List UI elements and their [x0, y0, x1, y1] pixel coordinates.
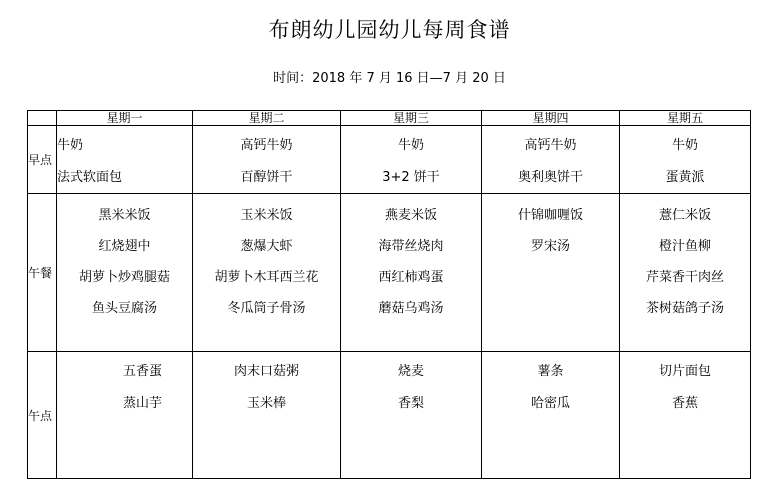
menu-item: 冬瓜筒子骨汤 [227, 301, 306, 316]
meal-row-breakfast [28, 126, 751, 194]
menu-item: 薯条 [537, 364, 564, 379]
day-header-thu: 星期四 [482, 111, 620, 126]
menu-item: 橙汁鱼柳 [658, 239, 711, 254]
menu-cell [482, 352, 620, 479]
menu-item: 哈密瓜 [530, 396, 570, 411]
weekly-menu-table [27, 110, 751, 479]
menu-item: 茶树菇鸽子汤 [645, 301, 724, 316]
menu-item: 芹菜香干肉丝 [645, 270, 724, 285]
menu-item: 牛奶 [57, 138, 84, 153]
menu-cell [620, 194, 751, 352]
menu-cell [193, 194, 341, 352]
menu-item: 五香蛋 [123, 364, 163, 379]
menu-cell [341, 352, 482, 479]
menu-item: 牛奶 [671, 138, 698, 153]
header-row [28, 111, 751, 126]
menu-item: 鱼头豆腐汤 [91, 301, 157, 316]
menu-item: 牛奶 [397, 138, 424, 153]
meal-label-lunch: 午餐 [28, 194, 57, 352]
meal-label-breakfast: 早点 [28, 126, 57, 194]
menu-item: 海带丝烧肉 [378, 239, 444, 254]
menu-item: 蛋黄派 [665, 170, 705, 185]
menu-item: 罗宋汤 [530, 239, 570, 254]
menu-cell [193, 352, 341, 479]
menu-cell [620, 352, 751, 479]
day-header-mon: 星期一 [57, 111, 193, 126]
menu-item: 烧麦 [397, 364, 424, 379]
menu-item: 西红柿鸡蛋 [378, 270, 444, 285]
menu-item: 蒸山芋 [123, 396, 163, 411]
menu-item: 燕麦米饭 [384, 208, 437, 223]
menu-item: 胡萝卜木耳西兰花 [214, 270, 319, 285]
menu-item: 切片面包 [658, 364, 711, 379]
menu-item: 葱爆大虾 [240, 239, 293, 254]
menu-item: 百醇饼干 [240, 170, 293, 185]
menu-item: 法式软面包 [57, 170, 123, 185]
menu-cell [482, 194, 620, 352]
menu-item: 什锦咖喱饭 [517, 208, 583, 223]
menu-item: 香蕉 [671, 396, 698, 411]
menu-item: 胡萝卜炒鸡腿菇 [78, 270, 170, 285]
menu-item: 蘑菇乌鸡汤 [378, 301, 444, 316]
menu-cell [482, 126, 620, 194]
corner-cell [28, 111, 57, 126]
menu-item: 肉末口菇粥 [233, 364, 299, 379]
menu-item: 玉米米饭 [240, 208, 293, 223]
menu-cell [57, 194, 193, 352]
menu-item: 3+2 饼干 [382, 170, 440, 185]
menu-item: 奥利奥饼干 [517, 170, 583, 185]
meal-row-lunch [28, 194, 751, 352]
menu-cell [620, 126, 751, 194]
menu-cell [57, 352, 193, 479]
meal-label-snack: 午点 [28, 352, 57, 479]
date-range: 时间：2018 年 7 月 16 日—7 月 20 日 [273, 71, 506, 86]
menu-cell [341, 194, 482, 352]
day-header-tue: 星期二 [193, 111, 341, 126]
menu-item: 黑米米饭 [98, 208, 151, 223]
menu-cell [57, 126, 193, 194]
menu-item: 高钙牛奶 [240, 138, 293, 153]
menu-cell [341, 126, 482, 194]
menu-item: 薏仁米饭 [658, 208, 711, 223]
day-header-wed: 星期三 [341, 111, 482, 126]
day-header-fri: 星期五 [620, 111, 751, 126]
menu-item: 高钙牛奶 [524, 138, 577, 153]
menu-cell [193, 126, 341, 194]
menu-item: 香梨 [397, 396, 424, 411]
meal-row-snack [28, 352, 751, 479]
menu-item: 红烧翅中 [98, 239, 151, 254]
menu-item: 玉米棒 [246, 396, 286, 411]
page-title: 布朗幼儿园幼儿每周食谱 [268, 18, 511, 42]
